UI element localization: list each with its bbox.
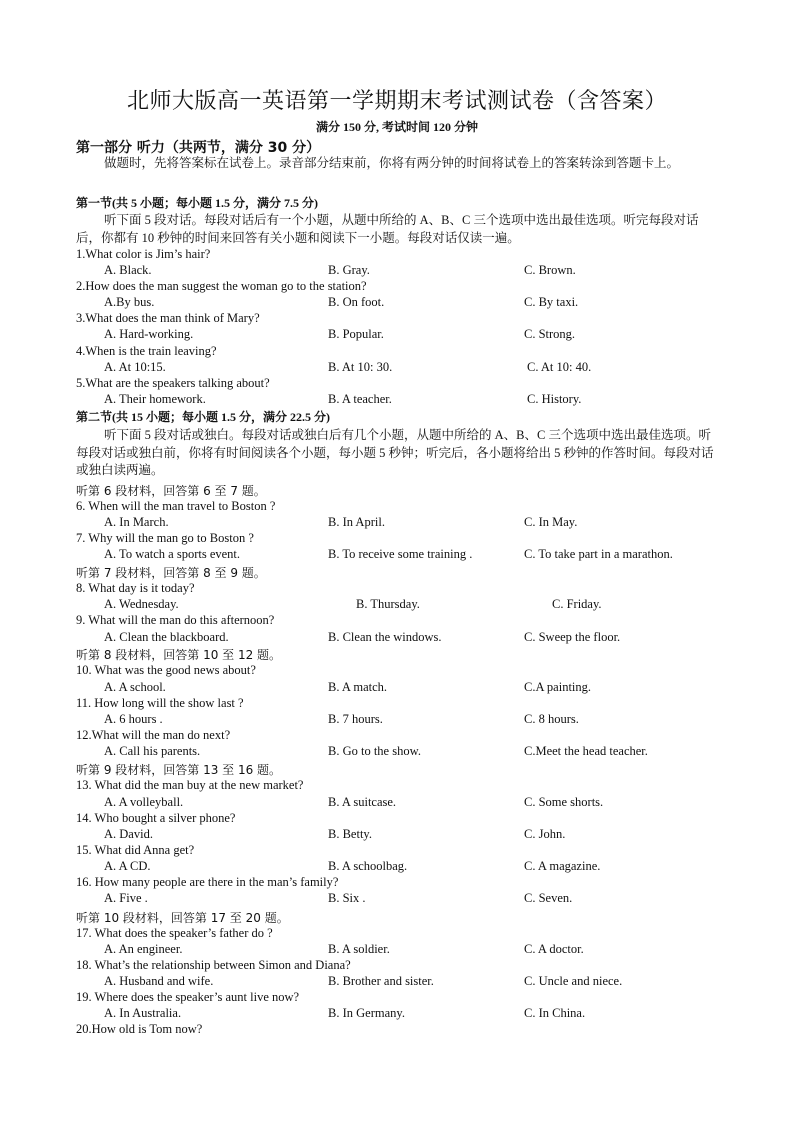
q9-option-a: A. Clean the blackboard.	[104, 630, 229, 644]
q12-option-b: B. Go to the show.	[328, 744, 421, 758]
material-6-note: 听第 6 段材料，回答第 6 至 7 题。	[76, 484, 266, 498]
q3-option-c: C. Strong.	[524, 327, 576, 341]
q2-option-c: C. By taxi.	[524, 295, 579, 309]
q6-option-a: A. In March.	[104, 515, 169, 529]
question-17: 17. What does the speaker’s father do ?	[76, 926, 273, 940]
q12-option-a: A. Call his parents.	[104, 744, 201, 758]
q5-option-a: A. Their homework.	[104, 392, 206, 406]
question-9: 9. What will the man do this afternoon?	[76, 613, 275, 627]
question-5: 5.What are the speakers talking about?	[76, 376, 270, 390]
q11-option-c: C. 8 hours.	[524, 712, 579, 726]
q19-option-c: C. In China.	[524, 1006, 586, 1020]
q3-option-b: B. Popular.	[328, 327, 384, 341]
question-19: 19. Where does the speaker’s aunt live now?	[76, 990, 300, 1004]
question-18: 18. What’s the relationship between Simon and Diana?	[76, 958, 351, 972]
question-2: 2.How does the man suggest the woman go to the station?	[76, 279, 367, 293]
q6-option-b: B. In April.	[328, 515, 385, 529]
q12-option-c: C.Meet the head teacher.	[524, 744, 648, 758]
q19-option-b: B. In Germany.	[328, 1006, 405, 1020]
question-12: 12.What will the man do next?	[76, 728, 231, 742]
page-title: 北师大版高一英语第一学期期末考试测试卷（含答案）	[126, 89, 667, 114]
q18-option-b: B. Brother and sister.	[328, 974, 434, 988]
q1-option-b: B. Gray.	[328, 263, 370, 277]
material-8-note: 听第 8 段材料，回答第 10 至 12 题。	[76, 648, 282, 662]
q14-option-b: B. Betty.	[328, 827, 372, 841]
question-1: 1.What color is Jim’s hair?	[76, 247, 211, 261]
q16-option-a: A. Five .	[104, 891, 148, 905]
q15-option-b: B. A schoolbag.	[328, 859, 408, 873]
q11-option-b: B. 7 hours.	[328, 712, 383, 726]
q10-option-a: A. A school.	[104, 680, 166, 694]
q10-option-b: B. A match.	[328, 680, 388, 694]
question-20: 20.How old is Tom now?	[76, 1022, 203, 1036]
question-15: 15. What did Anna get?	[76, 843, 195, 857]
q16-option-b: B. Six .	[328, 891, 366, 905]
q7-option-a: A. To watch a sports event.	[104, 547, 241, 561]
material-9-note: 听第 9 段材料，回答第 13 至 16 题。	[76, 763, 282, 777]
q16-option-c: C. Seven.	[524, 891, 573, 905]
q8-option-c: C. Friday.	[552, 597, 602, 611]
question-14: 14. Who bought a silver phone?	[76, 811, 236, 825]
q1-option-c: C. Brown.	[524, 263, 576, 277]
part1-heading: 第一部分 听力（共两节，满分 30 分）	[76, 140, 321, 156]
q11-option-a: A. 6 hours .	[104, 712, 163, 726]
question-11: 11. How long will the show last ?	[76, 696, 244, 710]
question-10: 10. What was the good news about?	[76, 663, 256, 677]
question-4: 4.When is the train leaving?	[76, 344, 217, 358]
q17-option-b: B. A soldier.	[328, 942, 390, 956]
q18-option-a: A. Husband and wife.	[104, 974, 214, 988]
q19-option-a: A. In Australia.	[104, 1006, 182, 1020]
q2-option-b: B. On foot.	[328, 295, 385, 309]
q4-option-a: A. At 10:15.	[104, 360, 166, 374]
section1-heading: 第一节(共 5 小题；每小题 1.5 分，满分 7.5 分)	[76, 196, 318, 210]
q17-option-c: C. A doctor.	[524, 942, 584, 956]
q1-option-a: A. Black.	[104, 263, 152, 277]
question-8: 8. What day is it today?	[76, 581, 195, 595]
q15-option-a: A. A CD.	[104, 859, 151, 873]
q4-option-c: C. At 10: 40.	[527, 360, 592, 374]
section1-instructions: 听下面 5 段对话。每段对话后有一个小题，从题中所给的 A、B、C 三个选项中选出最佳选项。听完每段对话后，你都有 10 秒钟的时间来回答有关小题和阅读下一小题。每段对话仅读一遍。	[76, 213, 699, 245]
q17-option-a: A. An engineer.	[104, 942, 183, 956]
question-16: 16. How many people are there in the man’s family?	[76, 875, 339, 889]
q18-option-c: C. Uncle and niece.	[524, 974, 623, 988]
q7-option-c: C. To take part in a marathon.	[524, 547, 673, 561]
q15-option-c: C. A magazine.	[524, 859, 601, 873]
question-6: 6. When will the man travel to Boston ?	[76, 499, 276, 513]
q10-option-c: C.A painting.	[524, 680, 592, 694]
q9-option-b: B. Clean the windows.	[328, 630, 442, 644]
q2-option-a: A.By bus.	[104, 295, 155, 309]
q9-option-c: C. Sweep the floor.	[524, 630, 621, 644]
part1-instructions: 做题时，先将答案标在试卷上。录音部分结束前，你将有两分钟的时间将试卷上的答案转涂到答题卡上。	[104, 156, 680, 170]
q13-option-a: A. A volleyball.	[104, 795, 184, 809]
q7-option-b: B. To receive some training .	[328, 547, 473, 561]
question-13: 13. What did the man buy at the new market?	[76, 778, 304, 792]
material-10-note: 听第 10 段材料，回答第 17 至 20 题。	[76, 911, 289, 925]
section2-heading: 第二节(共 15 小题；每小题 1.5 分，满分 22.5 分)	[76, 410, 330, 424]
q5-option-c: C. History.	[527, 392, 582, 406]
question-7: 7. Why will the man go to Boston ?	[76, 531, 254, 545]
exam-subtitle: 满分 150 分, 考试时间 120 分钟	[315, 120, 478, 134]
material-7-note: 听第 7 段材料，回答第 8 至 9 题。	[76, 566, 266, 580]
question-3: 3.What does the man think of Mary?	[76, 311, 260, 325]
q3-option-a: A. Hard-working.	[104, 327, 194, 341]
q5-option-b: B. A teacher.	[328, 392, 392, 406]
q4-option-b: B. At 10: 30.	[328, 360, 393, 374]
q8-option-a: A. Wednesday.	[104, 597, 179, 611]
q6-option-c: C. In May.	[524, 515, 578, 529]
q13-option-b: B. A suitcase.	[328, 795, 397, 809]
q14-option-c: C. John.	[524, 827, 566, 841]
section2-instructions: 听下面 5 段对话或独白。每段对话或独白后有几个小题，从题中所给的 A、B、C 三个选项中选出最佳选项。听每段对话或独白前，你将有时间阅读各个小题，每小题 5 秒钟；听完后，各小题将给出 5 秒钟的作答时间。每段对话或独白读两遍。	[76, 428, 714, 477]
q8-option-b: B. Thursday.	[356, 597, 420, 611]
q14-option-a: A. David.	[104, 827, 153, 841]
q13-option-c: C. Some shorts.	[524, 795, 604, 809]
